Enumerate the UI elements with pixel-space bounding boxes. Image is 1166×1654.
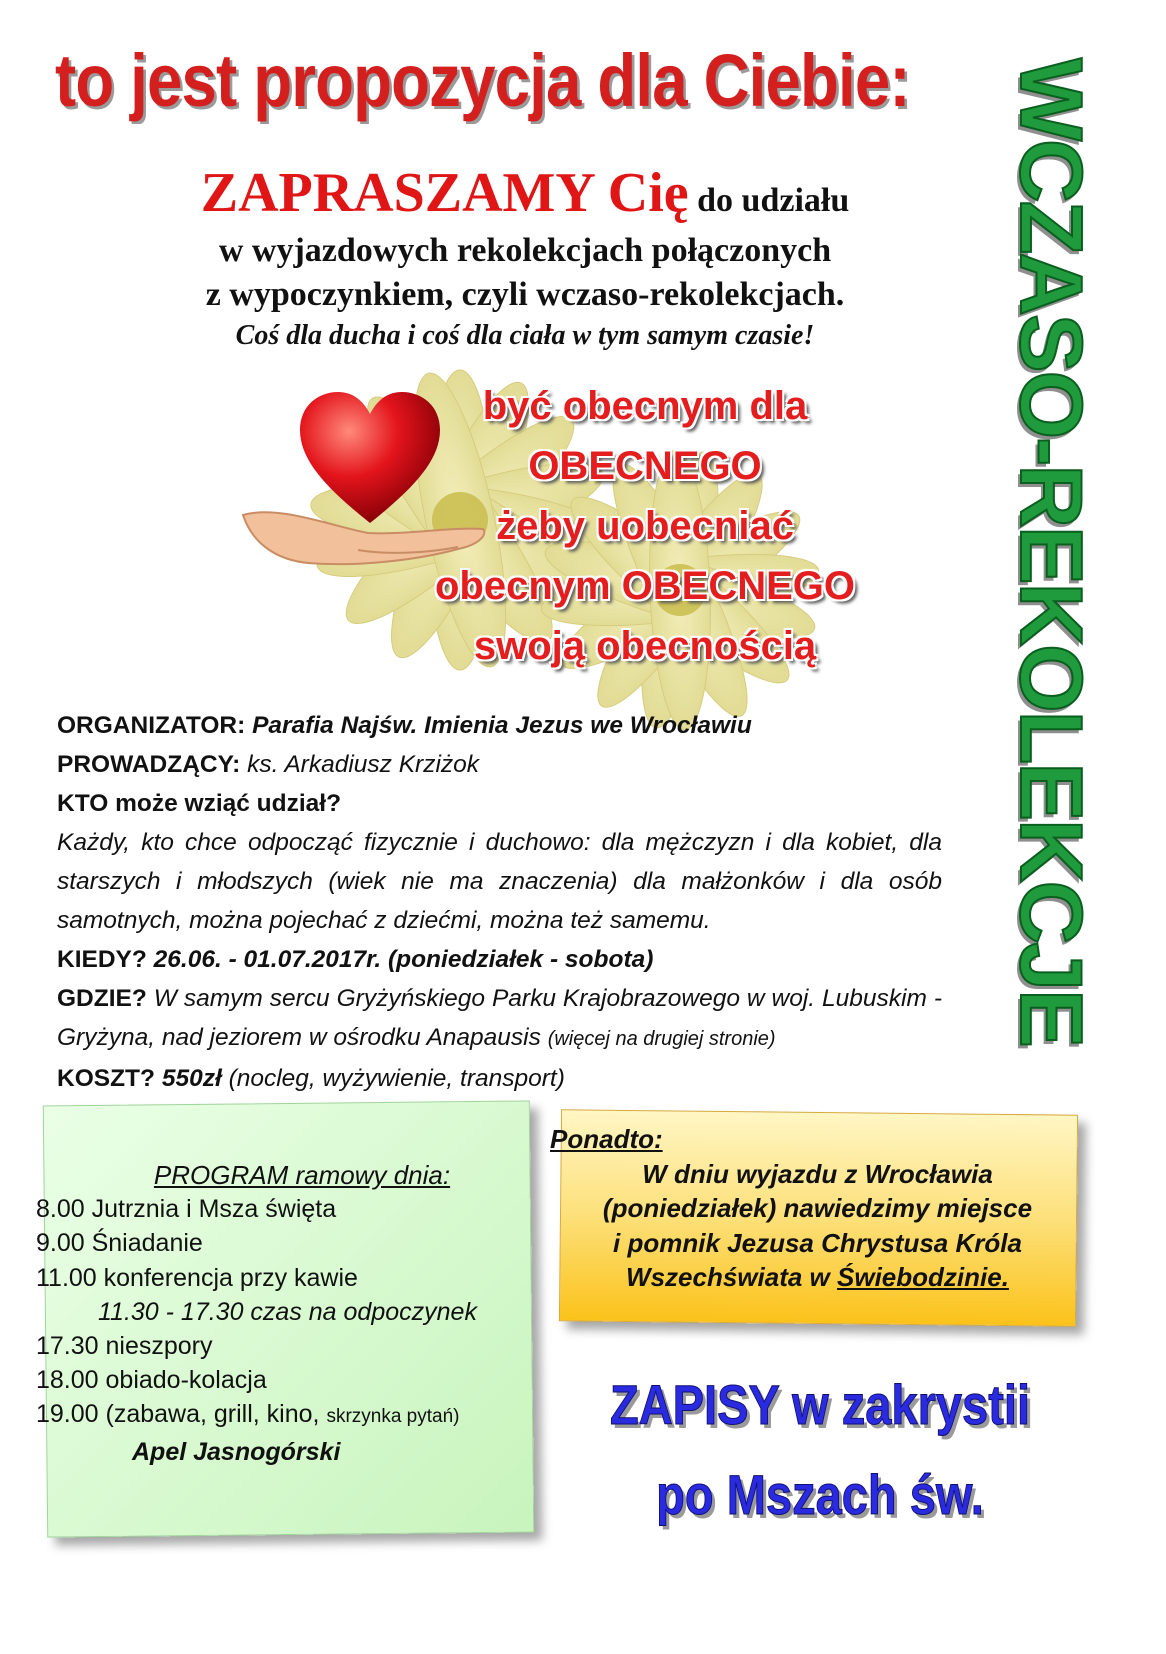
when-value: 26.06. - 01.07.2017r. (poniedziałek - sobota) [153, 946, 654, 973]
additional-info-line: (poniedziałek) nawiedzimy miejsce [602, 1193, 1033, 1223]
event-details [57, 706, 942, 1098]
where-note: (więcej na drugiej stronie) [547, 1028, 776, 1050]
program-item: 9.00 Śniadanie [36, 1229, 203, 1258]
program-item: 11.00 konferencja przy kawie [36, 1263, 358, 1292]
who-value: Każdy, kto chce odpocząć fizycznie i duchowo: dla mężczyzn i dla kobiet, dla starszych i młodszych (wiek nie ma znaczenia) dla małżonków i dla osób samotnych, można pojechać z dziećmi, można też samemu. [57, 829, 942, 934]
additional-info [550, 1122, 1085, 1295]
invitation-line-2: w wyjazdowych rekolekcjach połączonych [218, 232, 832, 269]
leader-label: PROWADZĄCY: [57, 751, 241, 778]
headline: to jest propozycja dla Ciebie: [55, 39, 910, 122]
cost-value: 550zł [161, 1065, 222, 1092]
additional-info-line: i pomnik Jezusa Chrystusa Króla [613, 1227, 1022, 1258]
side-title: WCZASO-REKOLEKCJE [1002, 58, 1101, 1046]
when-row [57, 940, 942, 979]
additional-info-line-4: Wszechświata w [626, 1262, 830, 1292]
organizer-value: Parafia Najśw. Imienia Jezus we Wrocławiu [252, 712, 752, 739]
invitation-line-1 [60, 162, 990, 229]
where-value: W samym sercu Gryżyńskiego Parku Krajobrazowego w woj. Lubuskim - Gryżyna, nad jeziorem w ośrodku Anapausis [57, 985, 942, 1051]
invitation-line-3: z wypoczynkiem, czyli wczaso-rekolekcjach. [205, 276, 845, 313]
swiebodzin-text: Świebodzinie. [837, 1262, 1009, 1292]
who-label: KTO może wziąć udział? [57, 790, 342, 817]
additional-info-title: Ponadto: [550, 1124, 663, 1154]
program-apel: Apel Jasnogórski [132, 1437, 341, 1466]
slogan [410, 376, 880, 676]
where-label: GDZIE? [57, 985, 147, 1012]
program-item: 17.30 nieszpory [36, 1332, 213, 1361]
additional-info-line: W dniu wyjazdu z Wrocławia [642, 1158, 993, 1189]
registration-line: ZAPISY w zakrystii [609, 1373, 1031, 1436]
invitation-block [60, 162, 990, 355]
program-title: PROGRAM ramowy dnia: [153, 1160, 451, 1190]
cost-label: KOSZT? [57, 1065, 155, 1092]
program-item-last [36, 1397, 556, 1434]
invitation-motto: Coś dla ducha i coś dla ciała w tym samym czasie! [235, 320, 815, 351]
invitation-highlight: ZAPRASZAMY Cię [200, 162, 689, 224]
cost-row [57, 1059, 942, 1098]
slogan-line: OBECNEGO [528, 444, 762, 488]
leader-row [57, 745, 942, 784]
slogan-line: żeby uobecniać [496, 504, 794, 548]
program-item-last-small: skrzynka pytań) [326, 1406, 460, 1428]
slogan-line: swoją obecnością [473, 624, 817, 668]
where-row [57, 979, 942, 1059]
when-label: KIEDY? [57, 946, 147, 973]
cost-note: (nocleg, wyżywienie, transport) [228, 1065, 565, 1092]
program-item: 8.00 Jutrznia i Msza święta [36, 1195, 337, 1224]
program-break: 11.30 - 17.30 czas na odpoczynek [98, 1297, 477, 1326]
organizer-label: ORGANIZATOR: [57, 712, 246, 739]
program-item: 18.00 obiado-kolacja [36, 1366, 267, 1395]
slogan-line: obecnym OBECNEGO [434, 564, 856, 608]
registration-info [540, 1360, 1100, 1540]
organizer-row [57, 706, 942, 745]
additional-info-body [550, 1157, 1085, 1295]
additional-info-line [550, 1260, 1085, 1295]
registration-line: po Mszach św. [656, 1463, 984, 1526]
program-list [36, 1158, 556, 1469]
slogan-line: być obecnym dla [482, 384, 808, 428]
invitation-line-1-rest: do udziału [697, 182, 850, 219]
leader-value: ks. Arkadiusz Krziżok [247, 751, 480, 778]
program-item-last-main: 19.00 (zabawa, grill, kino, [36, 1400, 320, 1429]
